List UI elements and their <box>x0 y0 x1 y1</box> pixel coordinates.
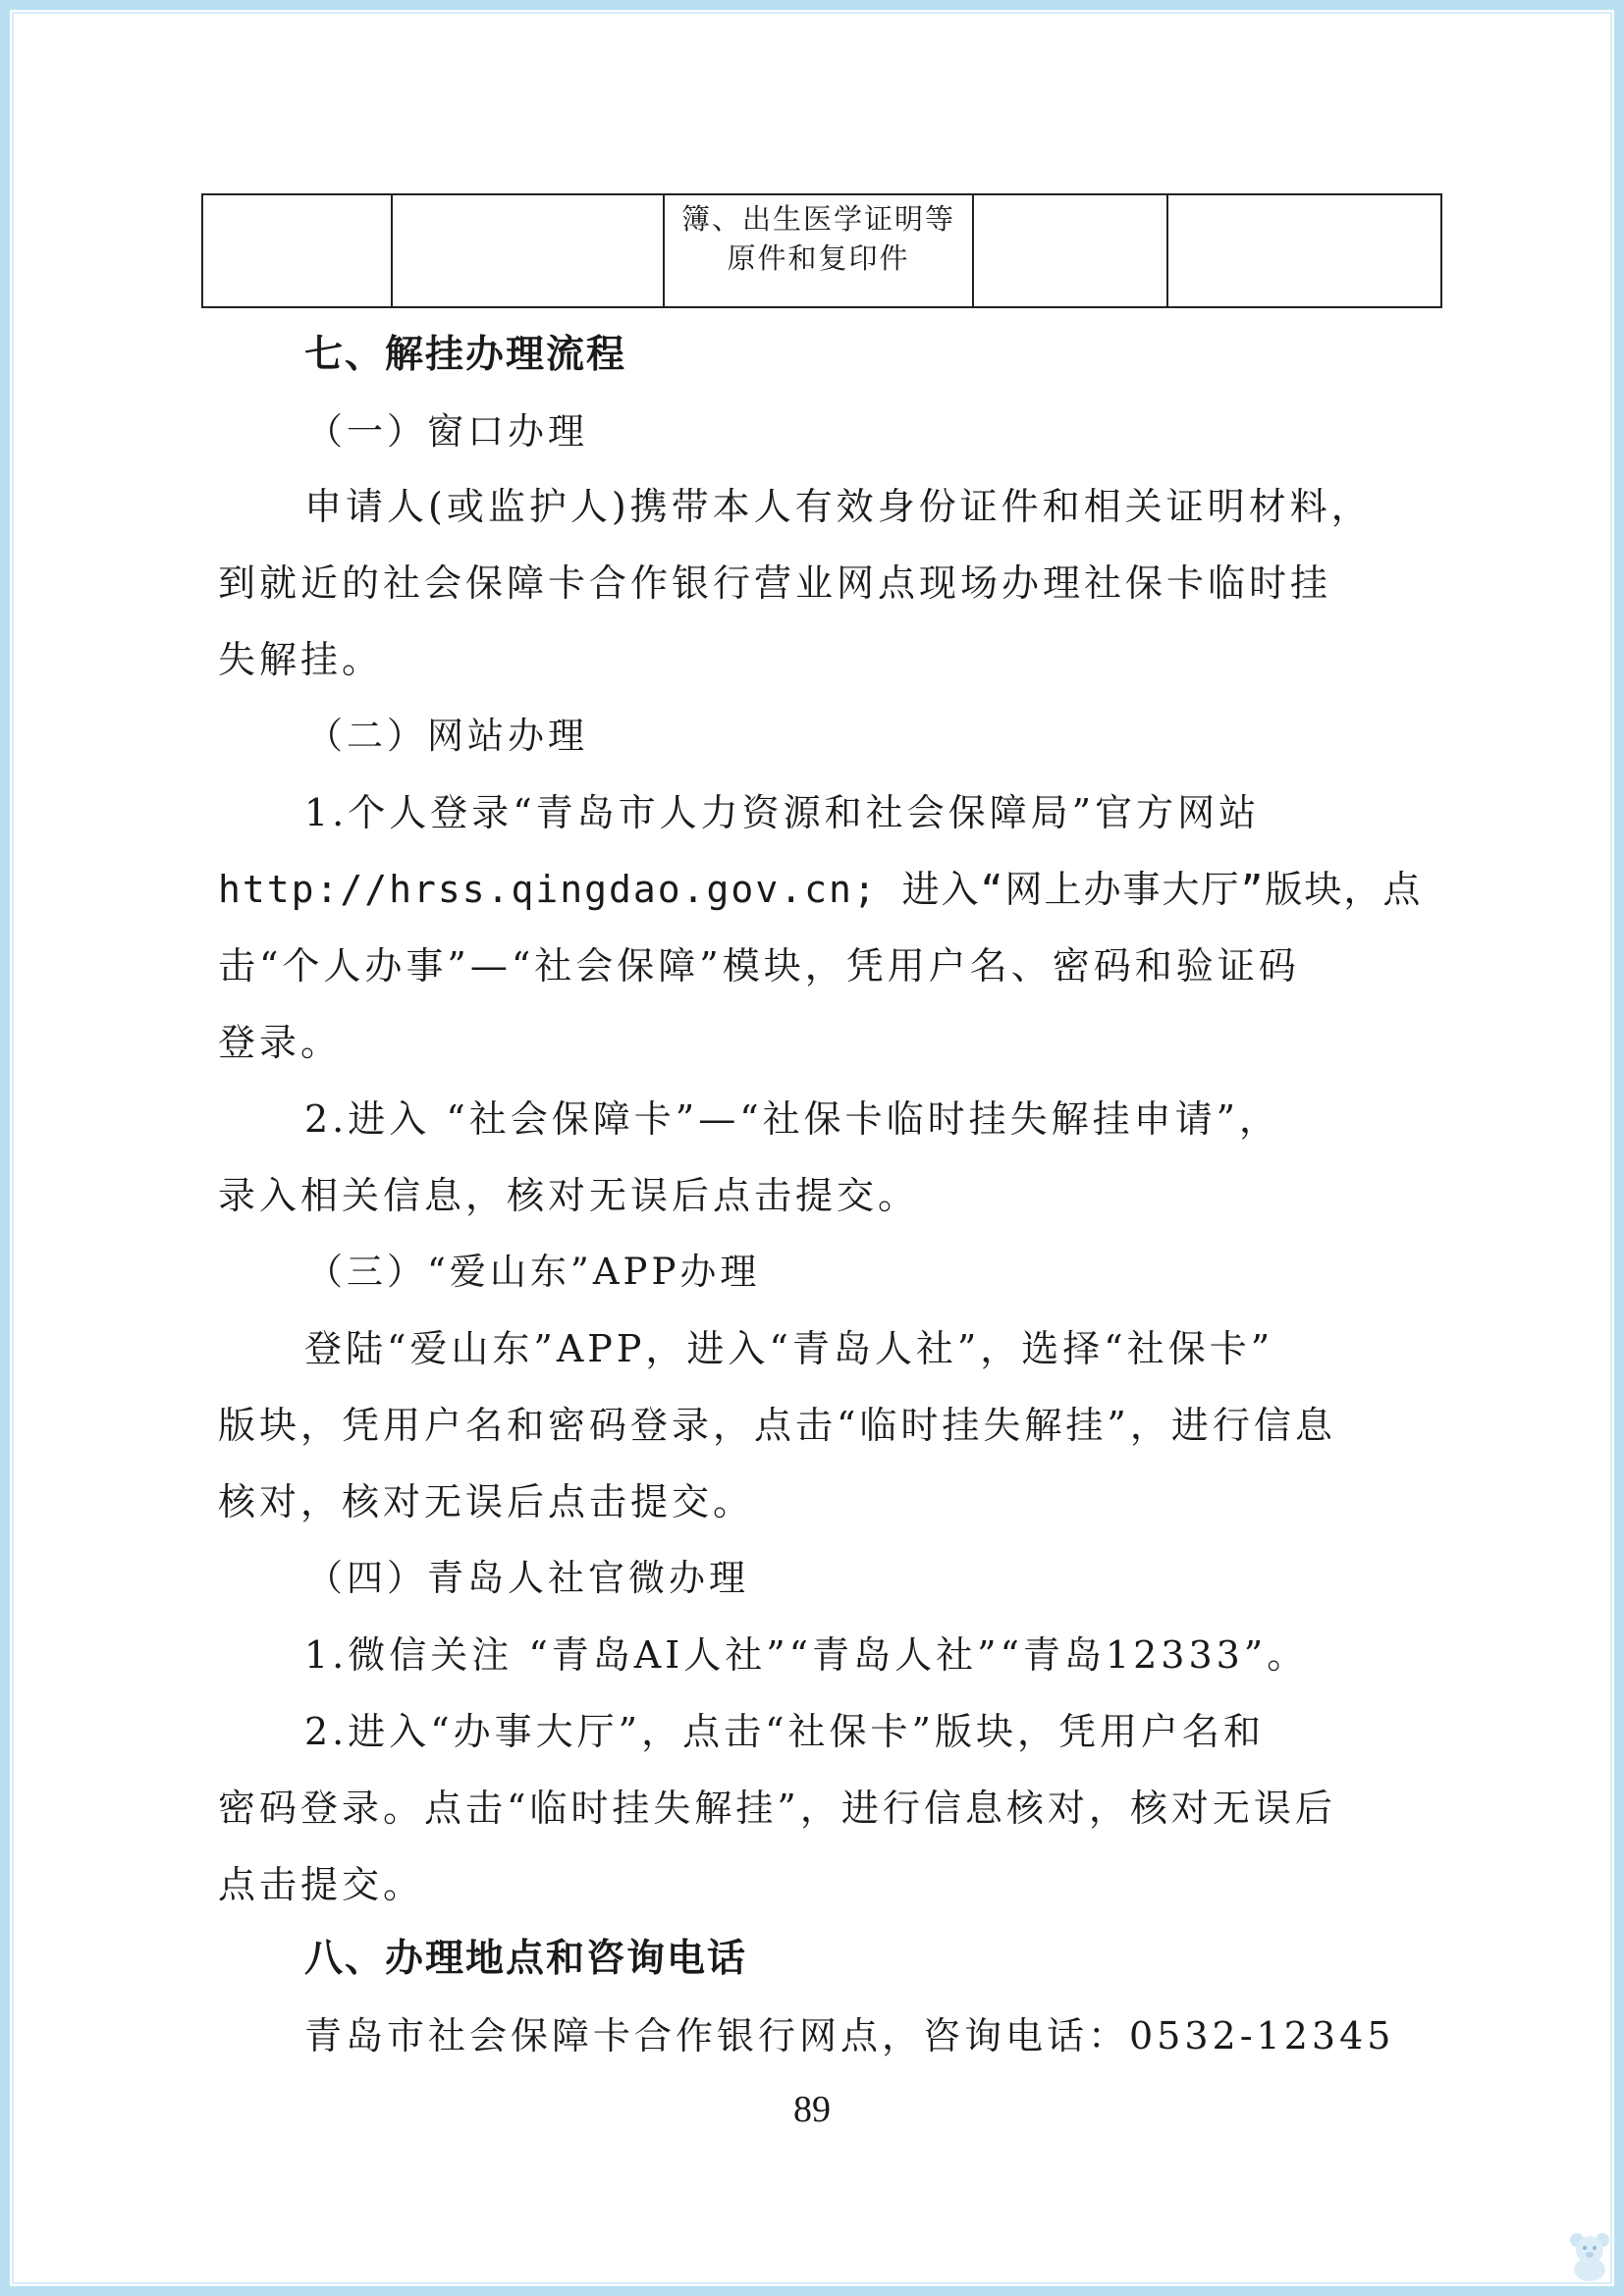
paragraph-line: 点击提交。 <box>218 1863 425 1906</box>
paragraph-line: 登录。 <box>218 1021 343 1064</box>
subsection-3-heading: （三）“爱山东”APP办理 <box>306 1251 761 1293</box>
table-cell-text <box>665 195 972 278</box>
section-8-heading: 八、办理地点和咨询电话 <box>304 1937 748 1981</box>
bear-watermark-icon <box>1567 2230 1612 2281</box>
paragraph-line-url: http://hrss.qingdao.gov.cn; 进入“网上办事大厅”版块，点 <box>218 868 1423 911</box>
paragraph-line: 1.个人登录“青岛市人力资源和社会保障局”官方网站 <box>304 791 1261 834</box>
paragraph-line: 2.进入“办事大厅”，点击“社保卡”版块，凭用户名和 <box>304 1710 1265 1753</box>
table-cell <box>1167 194 1441 307</box>
subsection-2-heading: （二）网站办理 <box>306 715 588 757</box>
paragraph-line: 核对，核对无误后点击提交。 <box>218 1480 755 1523</box>
table-cell <box>664 194 973 307</box>
paragraph-line: 申请人(或监护人)携带本人有效身份证件和相关证明材料， <box>304 485 1373 528</box>
paragraph-line: 录入相关信息，核对无误后点击提交。 <box>218 1174 920 1217</box>
paragraph-line: 1.微信关注 “青岛AI人社”“青岛人社”“青岛12333”。 <box>304 1633 1309 1677</box>
section-7-heading: 七、解挂办理流程 <box>304 333 627 377</box>
paragraph-line: 到就近的社会保障卡合作银行营业网点现场办理社保卡临时挂 <box>218 561 1332 605</box>
subsection-1-heading: （一）窗口办理 <box>306 410 588 453</box>
paragraph-line: 版块，凭用户名和密码登录，点击“临时挂失解挂”，进行信息 <box>218 1404 1336 1447</box>
paragraph-line: 击“个人办事”—“社会保障”模块，凭用户名、密码和验证码 <box>218 944 1300 988</box>
table-cell <box>973 194 1167 307</box>
continued-table <box>201 193 1442 308</box>
paragraph-line: 密码登录。点击“临时挂失解挂”，进行信息核对，核对无误后 <box>218 1787 1336 1830</box>
table-cell <box>392 194 664 307</box>
table-cell <box>202 194 392 307</box>
table-row <box>202 194 1441 307</box>
table-cell-line: 原件和复印件 <box>727 241 910 275</box>
paragraph-line: 2.进入 “社会保障卡”—“社保卡临时挂失解挂申请”， <box>304 1097 1281 1141</box>
subsection-4-heading: （四）青岛人社官微办理 <box>306 1557 749 1599</box>
table-cell-line: 簿、出生医学证明等 <box>680 202 955 236</box>
paragraph-line: 登陆“爱山东”APP，进入“青岛人社”，选择“社保卡” <box>304 1327 1274 1370</box>
paragraph-line: 失解挂。 <box>218 638 384 681</box>
paragraph-line: 青岛市社会保障卡合作银行网点，咨询电话：0532-12345 <box>304 2014 1395 2057</box>
page-number: 89 <box>793 2089 831 2130</box>
